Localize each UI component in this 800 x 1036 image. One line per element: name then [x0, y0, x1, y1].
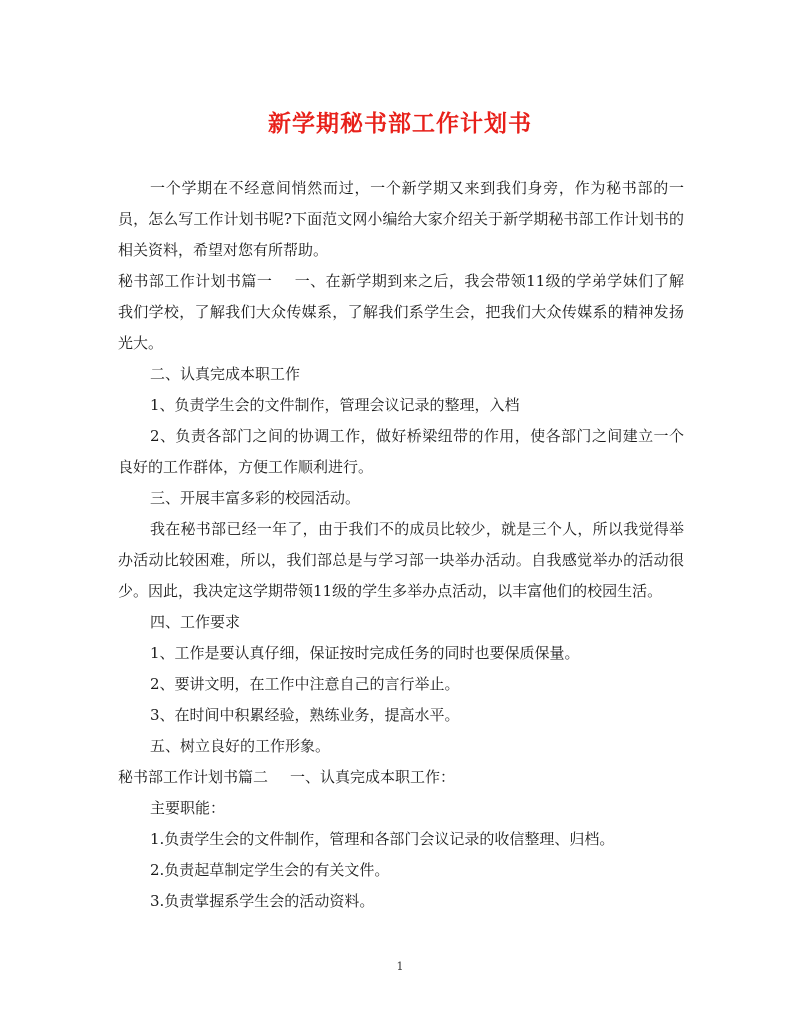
list-item: 2、负责各部门之间的协调工作，做好桥梁纽带的作用，使各部门之间建立一个良好的工作群体，方便工作顺利进行。: [118, 427, 684, 476]
section-one-paragraph: [118, 266, 684, 359]
duties-label: 主要职能：: [150, 799, 226, 817]
list-item: 1、负责学生会的文件制作，管理会议记录的整理，入档: [150, 396, 520, 414]
section-two-first-item: 一、认真完成本职工作：: [290, 768, 456, 786]
document-title: 新学期秘书部工作计划书: [268, 110, 532, 137]
intro-paragraph: 一个学期在不经意间悄然而过，一个新学期又来到我们身旁，作为秘书部的一员，怎么写工作计划书呢?下面范文网小编给大家介绍关于新学期秘书部工作计划书的相关资料，希望对您有所帮助。: [118, 179, 684, 259]
section-one-first-item: 一、在新学期到来之后，我会带领11级的学弟学妹们了解我们学校，了解我们大众传媒系，了解我们系学生会，把我们大众传媒系的精神发扬光大。: [118, 272, 684, 352]
item-heading-3: 三、开展丰富多彩的校园活动。: [150, 489, 361, 507]
activity-paragraph: 我在秘书部已经一年了，由于我们不的成员比较少，就是三个人，所以我觉得举办活动比较困难，所以，我们部总是与学习部一块举办活动。自我感觉举办的活动很少。因此，我决定这学期带领11级的学生多举办点活动，以丰富他们的校园生活。: [118, 520, 684, 600]
document-body: [118, 173, 684, 917]
list-item: 3.负责掌握系学生会的活动资料。: [150, 892, 375, 910]
list-item: 1、工作是要认真仔细，保证按时完成任务的同时也要保质保量。: [150, 644, 580, 662]
section-two-heading: 秘书部工作计划书篇二: [118, 768, 269, 786]
list-item: 2.负责起草制定学生会的有关文件。: [150, 861, 390, 879]
list-item: 3、在时间中积累经验，熟练业务，提高水平。: [150, 706, 460, 724]
item-heading-2: 二、认真完成本职工作: [150, 365, 301, 383]
item-heading-5: 五、树立良好的工作形象。: [150, 737, 331, 755]
list-item: 1.负责学生会的文件制作，管理和各部门会议记录的收信整理、归档。: [150, 830, 615, 848]
list-item: 2、要讲文明，在工作中注意自己的言行举止。: [150, 675, 460, 693]
item-heading-4: 四、工作要求: [150, 613, 241, 631]
page-number: 1: [396, 960, 404, 973]
section-one-heading: 秘书部工作计划书篇一: [118, 272, 273, 290]
section-two-paragraph: [118, 762, 684, 793]
